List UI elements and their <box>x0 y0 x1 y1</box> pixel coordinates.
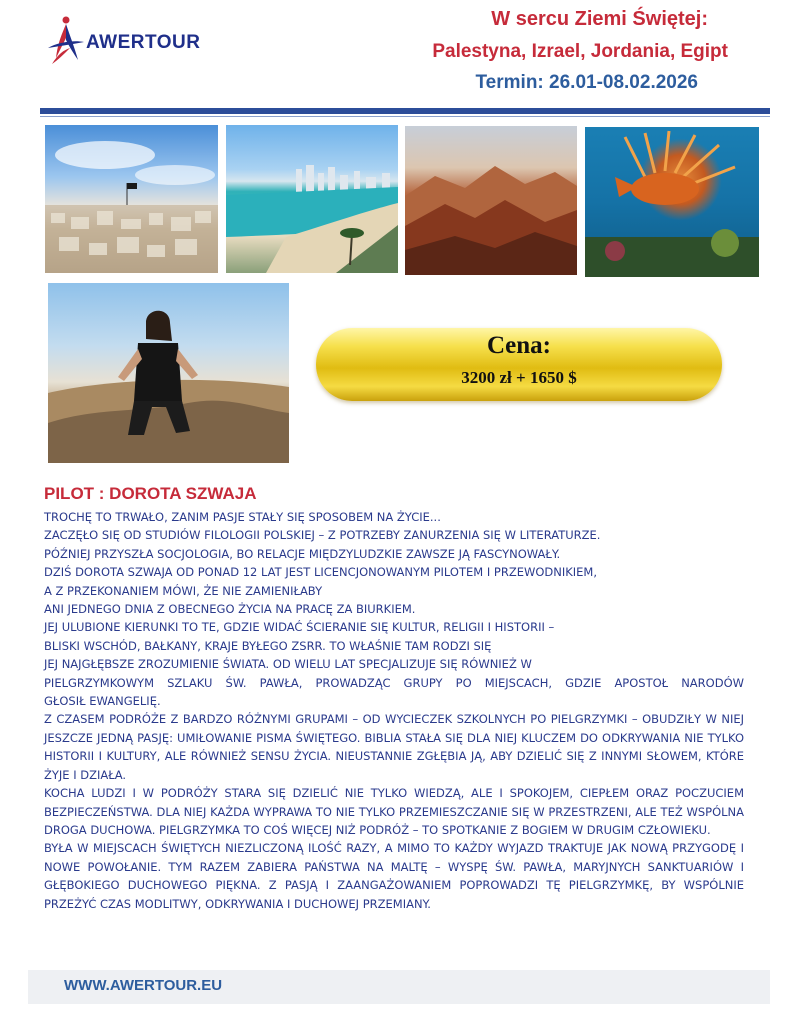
pilot-paragraph-3: KOCHA LUDZI I W PODRÓŻY STARA SIĘ DZIELIĆ NIE TYLKO WIEDZĄ, ALE I SPOKOJEM, CIEPŁEM ORAZ POCZUCIEM BEZPIECZEŃSTWA. DLA NIEJ KAŻDA WYPRAWA TO NIE TYLKO PRZEMIESZCZANIE SIĘ W PRZESTRZENI, ALE TEŻ WSPÓLNA DROGA DUCHOWA. PIELGRZYMKA TO COŚ WIĘCEJ NIŻ PODRÓŻ – TO SPOTKANIE Z BOGIEM W DRUGIM CZŁOWIEKU. <box>44 786 744 837</box>
pilot-paragraph-4: BYŁA W MIEJSCACH ŚWIĘTYCH NIEZLICZONĄ ILOŚĆ RAZY, A MIMO TO KAŻDY WYJAZD TRAKTUJE JAK NOWĄ PRZYGODĘ I NOWE POWOŁANIE. TYM RAZEM ZABIERA PAŃSTWA NA MALTĘ – WYSPĘ ŚW. PAWŁA, MARYJNYCH SANKTUARIÓW I GŁĘBOKIEGO DUCHOWEGO PIĘKNA. Z PASJĄ I ZAANGAŻOWANIEM POPROWADZI TĘ PIELGRZYMKĘ, BY WSPÓLNIE PRZEŻYĆ CZAS MODLITWY, ODKRYWANIA I DUCHOWEJ PRZEMIANY. <box>44 841 744 911</box>
text-line: A Z PRZEKONANIEM MÓWI, ŻE NIE ZAMIENIŁABY <box>44 583 323 598</box>
text-line: GŁOSIŁ EWANGELIĘ. <box>44 694 161 709</box>
photo-lionfish-reef <box>585 127 759 277</box>
text-line: ANI JEDNEGO DNIA Z OBECNEGO ŻYCIA NA PRACĘ ZA BIURKIEM. <box>44 602 416 617</box>
header-divider <box>40 108 770 114</box>
text-line: PÓŹNIEJ PRZYSZŁA SOCJOLOGIA, BO RELACJE MIĘDZYLUDZKIE ZAWSZE JĄ FASCYNOWAŁY. <box>44 546 561 561</box>
website-link[interactable]: WWW.AWERTOUR.EU <box>64 977 223 994</box>
pilot-heading: PILOT : DOROTA SZWAJA <box>44 484 257 503</box>
photo-beach-city <box>226 125 398 273</box>
brand-logo <box>44 14 224 72</box>
price-label: Cena: <box>487 332 551 359</box>
price-badge <box>316 328 722 401</box>
footer-bar <box>28 970 770 1004</box>
price-value: 3200 zł + 1650 $ <box>461 368 577 387</box>
brand-name: AWERTOUR <box>86 32 201 53</box>
photo-city-panorama <box>45 125 218 273</box>
pilot-description <box>44 508 744 913</box>
text-line: DZIŚ DOROTA SZWAJA OD PONAD 12 LAT JEST LICENCJONOWANYM PILOTEM I PRZEWODNIKIEM, <box>44 565 598 580</box>
text-line: JEJ ULUBIONE KIERUNKI TO TE, GDZIE WIDAĆ ŚCIERANIE SIĘ KULTUR, RELIGII I HISTORII – <box>44 620 555 635</box>
text-line: JEJ NAJGŁĘBSZE ZROZUMIENIE ŚWIATA. OD WIELU LAT SPECJALIZUJE SIĘ RÓWNIEŻ W <box>44 657 532 672</box>
text-line: ZACZĘŁO SIĘ OD STUDIÓW FILOLOGII POLSKIEJ – Z POTRZEBY ZANURZENIA SIĘ W LITERATURZE. <box>44 528 601 543</box>
text-line: PIELGRZYMKOWYM SZLAKU ŚW. PAWŁA, PROWADZĄC GRUPY PO MIEJSCACH, GDZIE APOSTOŁ NARODÓW <box>44 675 744 690</box>
trip-title: W sercu Ziemi Świętej: <box>491 8 708 30</box>
text-line: BLISKI WSCHÓD, BAŁKANY, KRAJE BYŁEGO ZSRR. TO WŁAŚNIE TAM RODZI SIĘ <box>44 638 492 653</box>
trip-dates: Termin: 26.01-08.02.2026 <box>475 72 698 93</box>
header-divider-thin <box>40 116 770 117</box>
trip-countries: Palestyna, Izrael, Jordania, Egipt <box>432 41 728 62</box>
photo-pilot-portrait <box>48 283 289 463</box>
photo-desert-mountains <box>405 126 577 275</box>
logo-figure-icon <box>44 14 88 70</box>
text-line: TROCHĘ TO TRWAŁO, ZANIM PASJE STAŁY SIĘ SPOSOBEM NA ŻYCIE... <box>44 510 441 524</box>
pilot-paragraph-2: Z CZASEM PODRÓŻE Z BARDZO RÓŻNYMI GRUPAMI – OD WYCIECZEK SZKOLNYCH PO PIELGRZYMKI – OBUDZIŁY W NIEJ JESZCZE JEDNĄ PASJĘ: UMIŁOWANIE PISMA ŚWIĘTEGO. BIBLIA STAŁA SIĘ DLA NIEJ KLUCZEM DO ODKRYWANIA NIE TYLKO HISTORII I KULTURY, ALE RÓWNIEŻ SENSU ŻYCIA. NIEUSTANNIE ZGŁĘBIA JĄ, ABY DZIELIĆ SIĘ Z INNYMI SŁOWEM, KTÓRE ŻYJE I DZIAŁA. <box>44 712 744 782</box>
